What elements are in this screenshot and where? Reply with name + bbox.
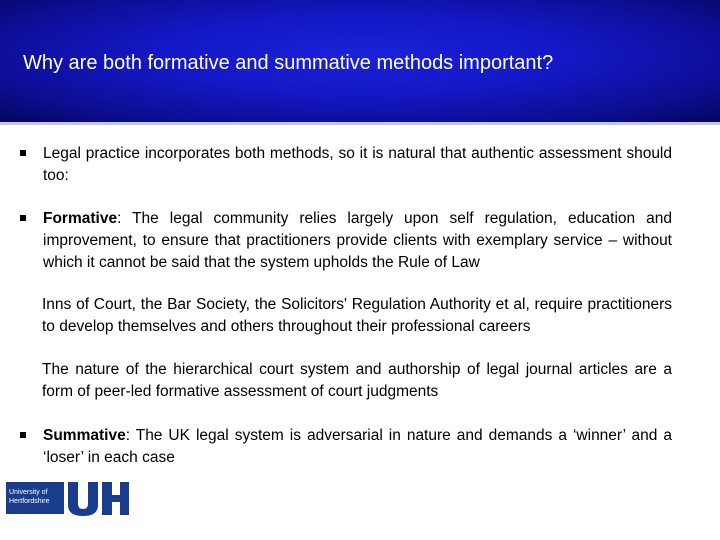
summative-label: Summative xyxy=(43,427,126,444)
formative-label: Formative xyxy=(43,210,118,227)
university-logo xyxy=(0,478,140,518)
uh-logo-icon xyxy=(66,480,130,516)
square-bullet-icon xyxy=(20,432,26,438)
square-bullet-icon xyxy=(20,215,26,221)
bullet-intro xyxy=(20,143,672,187)
formative-description: : The legal community relies largely upon self regulation, education and improvement, to ensure that practitioners provide clients with exemplary service – without which it cannot be said that the system upholds the Rule of Law xyxy=(43,210,672,271)
bullet-summative xyxy=(20,425,672,469)
square-bullet-icon xyxy=(20,150,26,156)
bullet-formative xyxy=(20,208,672,274)
summative-description: : The UK legal system is adversarial in nature and demands a ‘winner’ and a ‘loser’ in each case xyxy=(43,427,672,466)
paragraph-inns-of-court: Inns of Court, the Bar Society, the Solicitors' Regulation Authority et al, require practitioners to develop themselves and others throughout their professional careers xyxy=(42,296,672,335)
logo-line-2: Hertfordshire xyxy=(9,498,50,505)
bullet-formative-text xyxy=(43,208,672,274)
logo-text-box xyxy=(6,482,64,514)
paragraph-court-system: The nature of the hierarchical court system and authorship of legal journal articles are a form of peer-led formative assessment of court judgments xyxy=(42,361,672,400)
slide-title: Why are both formative and summative methods important? xyxy=(23,52,554,74)
logo-line-1: University of xyxy=(9,489,48,496)
bullet-intro-text: Legal practice incorporates both methods, so it is natural that authentic assessment should too: xyxy=(43,145,672,184)
bullet-summative-text xyxy=(43,425,672,469)
